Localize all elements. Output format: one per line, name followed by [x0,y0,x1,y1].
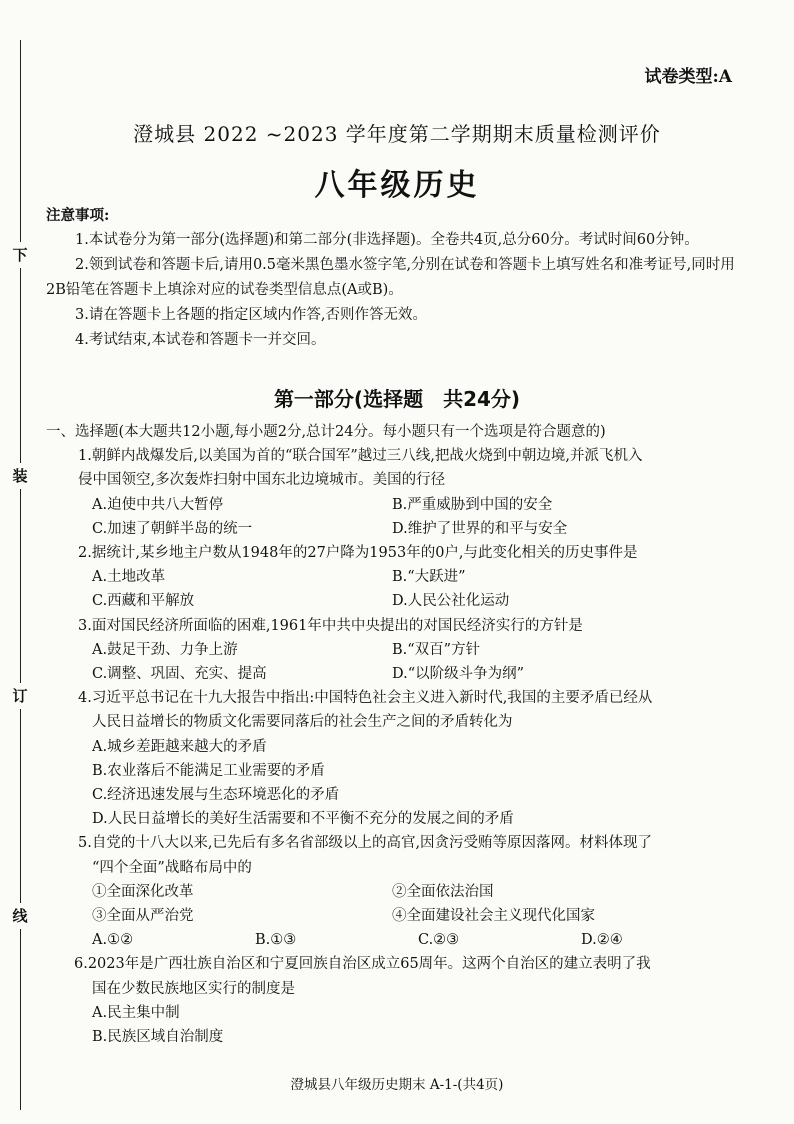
question-2-options-row-1 [46,565,746,589]
exam-title: 澄城县 2022 ~2023 学年度第二学期期末质量检测评价 [133,122,661,146]
question-6-stem-cont: 国在少数民族地区实行的制度是 [92,980,295,997]
option-a: A.民主集中制 [92,1004,180,1021]
option-d: D.人民日益增长的美好生活需要和不平衡不充分的发展之间的矛盾 [92,811,514,828]
option-c: C.加速了朝鲜半岛的统一 [92,520,253,537]
option-a: A.土地改革 [92,569,166,586]
note-item: 1.本试卷分为第一部分(选择题)和第二部分(非选择题)。全卷共4页,总分60分。考试时间60分钟。 [75,232,699,248]
option-d: D.“以阶级斗争为纲” [392,666,525,683]
statement-3: ③全面从严治党 [92,908,194,925]
question-5-statements-row-1 [46,880,746,904]
statement-4: ④全面建设社会主义现代化国家 [392,908,595,925]
option-d: D.人民公社化运动 [392,593,510,610]
notes-section [46,203,746,353]
subject-title: 八年级历史 [314,168,480,203]
option-c: C.调整、巩固、充实、提高 [92,666,267,683]
paper-type-label: 试卷类型:A [644,67,732,87]
option-b: B.“大跃进” [392,569,466,586]
binding-mark-xia: 下 [8,242,32,268]
option-b: B.“双百”方针 [392,641,481,658]
question-5-stem-cont: “四个全面”战略布局中的 [92,859,252,876]
note-item: 2.领到试卷和答题卡后,请用0.5毫米黑色墨水签字笔,分别在试卷和答题卡上填写姓名和准考证号,同时用2B铅笔在答题卡上填涂对应的试卷类型信息点(A或B)。 [46,257,735,298]
question-3-options-row-1 [46,638,746,662]
option-d: D.维护了世界的和平与安全 [392,520,568,537]
statement-1: ①全面深化改革 [92,883,194,900]
question-2-stem: 2.据统计,某乡地主户数从1948年的27户降为1953年的0户,与此变化相关的历史事件是 [78,545,638,562]
question-5-options-row [46,928,746,952]
question-4-stem-cont: 人民日益增长的物质文化需要同落后的社会生产之间的矛盾转化为 [92,714,513,731]
option-b: B.民族区域自治制度 [92,1029,224,1046]
questions-list [46,420,746,1049]
question-5-stem: 5.自党的十八大以来,已先后有多名省部级以上的高官,因贪污受贿等原因落网。材料体现了 [78,835,653,852]
question-3-options-row-2 [46,662,746,686]
notes-heading: 注意事项: [46,207,110,224]
statement-2: ②全面依法治国 [392,883,494,900]
option-a: A.城乡差距越来越大的矛盾 [92,738,267,755]
note-item: 4.考试结束,本试卷和答题卡一并交回。 [75,332,326,348]
question-2-options-row-2 [46,589,746,613]
note-item: 3.请在答题卡上各题的指定区域内作答,否则作答无效。 [75,307,427,323]
question-1-options-row-1 [46,493,746,517]
question-1-stem-cont: 侵中国领空,多次轰炸扫射中国东北边境城市。美国的行径 [78,472,446,489]
binding-mark-ding: 订 [8,683,32,709]
option-a: A.迫使中共八大暂停 [92,496,224,513]
option-a: A.鼓足干劲、力争上游 [92,641,238,658]
question-1-stem: 1.朝鲜内战爆发后,以美国为首的“联合国军”越过三八线,把战火烧到中朝边境,并派飞机入 [78,448,643,465]
question-5-statements-row-2 [46,904,746,928]
option-b: B.严重威胁到中国的安全 [392,496,553,513]
question-1-options-row-2 [46,517,746,541]
option-d: D.②④ [581,932,623,949]
option-c: C.经济迅速发展与生态环境恶化的矛盾 [92,787,340,804]
question-4-stem: 4.习近平总书记在十九大报告中指出:中国特色社会主义进入新时代,我国的主要矛盾已经从 [78,690,653,707]
option-a: A.①② [92,932,134,949]
option-b: B.农业落后不能满足工业需要的矛盾 [92,762,325,779]
question-3-stem: 3.面对国民经济所面临的困难,1961年中共中央提出的对国民经济实行的方针是 [78,617,583,634]
option-c: C.②③ [418,932,460,949]
page-footer: 澄城县八年级历史期末 A-1-(共4页) [290,1077,504,1093]
option-b: B.①③ [255,932,297,949]
section-instructions: 一、选择题(本大题共12小题,每小题2分,总计24分。每小题只有一个选项是符合题意的) [46,424,606,440]
binding-mark-zhuang: 装 [8,463,32,489]
question-6-stem: 6.2023年是广西壮族自治区和宁夏回族自治区成立65周年。这两个自治区的建立表明了我 [74,956,651,973]
binding-mark-xian: 线 [8,903,32,929]
option-c: C.西藏和平解放 [92,593,195,610]
section-title: 第一部分(选择题 共24分) [273,387,521,411]
